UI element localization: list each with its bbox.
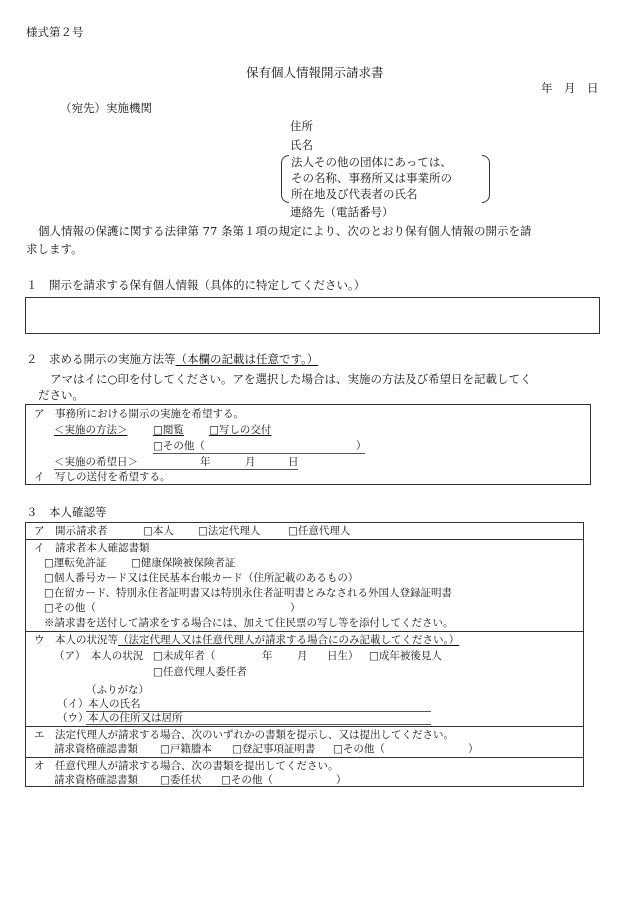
month-label: 月 bbox=[245, 456, 256, 468]
registry-cert-checkbox[interactable]: □登記事項証明書 bbox=[232, 743, 316, 755]
birth-month-label: 月 bbox=[297, 650, 308, 662]
birth-year-label: 年 bbox=[262, 650, 273, 662]
requester-label: ア 開示請求者 bbox=[34, 525, 108, 537]
section2-instruction: ださい。 bbox=[38, 388, 84, 402]
copy-checkbox[interactable]: □写しの交付 bbox=[209, 424, 272, 436]
other-method-checkbox[interactable]: □その他（ bbox=[153, 440, 205, 452]
person-name-label: 本人の氏名 bbox=[88, 698, 141, 710]
close-paren: ） bbox=[290, 602, 301, 614]
person-status-title-note: （法定代理人又は任意代理人が請求する場合にのみ記載してください。） bbox=[118, 634, 460, 646]
section1-heading: １ 開示を請求する保有個人情報（具体的に特定してください。） bbox=[26, 278, 366, 292]
applicant-contact-label: 連絡先（電話番号） bbox=[290, 205, 394, 219]
divider bbox=[25, 631, 584, 632]
date-label: ＜実施の希望日＞ bbox=[54, 456, 138, 468]
legal-agent-docs-text: エ 法定代理人が請求する場合、次のいずれかの書類を提示し、又は提出してください。 bbox=[34, 729, 454, 741]
view-checkbox[interactable]: □閲覧 bbox=[153, 424, 184, 436]
person-address-field[interactable] bbox=[86, 724, 431, 725]
corp-note-line: 所在地及び代表者の氏名 bbox=[291, 187, 418, 201]
applicant-address-label: 住所 bbox=[290, 119, 313, 133]
mynumber-card-checkbox[interactable]: □個人番号カード又は住民基本台帳カード（住所記載のあるもの） bbox=[44, 572, 359, 584]
legal-agent-checkbox[interactable]: □法定代理人 bbox=[198, 525, 261, 537]
divider bbox=[25, 757, 584, 758]
person-status-title-main: ウ 本人の状況等 bbox=[34, 634, 118, 646]
other-voluntary-doc-checkbox[interactable]: □その他（ bbox=[221, 774, 273, 786]
addressee: （宛先）実施機関 bbox=[60, 101, 152, 115]
year-label: 年 bbox=[200, 456, 211, 468]
section2-instruction: アマはイに○印を付してください。アを選択した場合は、実施の方法及び希望日を記載してく bbox=[50, 372, 532, 386]
person-status-title bbox=[34, 635, 459, 646]
divider bbox=[25, 539, 584, 540]
section2-heading bbox=[26, 354, 318, 366]
close-paren: ） bbox=[356, 440, 367, 452]
address-item-label: （ウ） bbox=[57, 712, 89, 724]
section2-heading-optional: （本欄の記載は任意です。） bbox=[175, 352, 319, 366]
delegator-checkbox[interactable]: □任意代理人委任者 bbox=[153, 666, 247, 678]
self-checkbox[interactable]: □本人 bbox=[143, 525, 174, 537]
day-label: 日 bbox=[288, 456, 299, 468]
id-docs-title: イ 請求者本人確認書類 bbox=[34, 542, 150, 554]
corp-note-line: その名称、事務所又は事業所の bbox=[291, 171, 452, 185]
mail-note: ※請求書を送付して請求をする場合には、加えて住民票の写し等を添付してください。 bbox=[44, 617, 454, 629]
date-line: 年 月 日 bbox=[541, 81, 599, 95]
furigana-label: （ふりがな） bbox=[86, 684, 149, 696]
drivers-license-checkbox[interactable]: □運転免許証 bbox=[44, 557, 107, 569]
option-i-text: イ 写しの送付を希望する。 bbox=[34, 471, 171, 483]
left-bracket bbox=[281, 155, 289, 203]
form-number: 様式第２号 bbox=[26, 25, 84, 39]
voluntary-agent-docs-text: オ 任意代理人が請求する場合、次の書類を提出してください。 bbox=[34, 760, 339, 772]
section3-heading: ３ 本人確認等 bbox=[26, 505, 107, 519]
residence-card-checkbox[interactable]: □在留カード、特別永住者証明書又は特別永住者証明書とみなされる外国人登録証明書 bbox=[44, 587, 452, 599]
other-legal-doc-checkbox[interactable]: □その他（ bbox=[333, 743, 385, 755]
corp-note-line: 法人その他の団体にあっては、 bbox=[291, 155, 452, 169]
requested-info-field[interactable] bbox=[25, 297, 600, 334]
status-label: （ア） 本人の状況 bbox=[54, 650, 144, 662]
person-address-label: 本人の住所又は居所 bbox=[88, 712, 183, 724]
intro-line: 求します。 bbox=[26, 242, 83, 256]
name-item-label: （イ） bbox=[57, 698, 89, 710]
option-a-text: ア 事務所における開示の実施を希望する。 bbox=[34, 408, 244, 420]
date-underline bbox=[54, 469, 298, 470]
other-id-checkbox[interactable]: □その他（ bbox=[44, 602, 96, 614]
right-bracket bbox=[482, 155, 490, 203]
page-title: 保有個人情報開示請求書 bbox=[246, 65, 384, 80]
divider bbox=[25, 726, 584, 727]
section2-heading-main: ２ 求める開示の実施方法等 bbox=[26, 352, 176, 366]
voluntary-agent-checkbox[interactable]: □任意代理人 bbox=[288, 525, 351, 537]
intro-line: 個人情報の保護に関する法律第 77 条第１項の規定により、次のとおり保有個人情報の開示を請 bbox=[38, 224, 532, 238]
other-method-underline bbox=[153, 453, 365, 454]
birth-day-label: 日生） bbox=[327, 650, 359, 662]
close-paren: ） bbox=[336, 774, 347, 786]
close-paren: ） bbox=[468, 743, 479, 755]
method-label: ＜実施の方法＞ bbox=[54, 424, 128, 436]
family-register-checkbox[interactable]: □戸籍謄本 bbox=[160, 743, 212, 755]
applicant-name-label: 氏名 bbox=[290, 138, 313, 152]
minor-checkbox[interactable]: □未成年者（ bbox=[153, 650, 216, 662]
power-of-attorney-checkbox[interactable]: □委任状 bbox=[160, 774, 202, 786]
adult-ward-checkbox[interactable]: □成年被後見人 bbox=[369, 650, 442, 662]
qualification-docs-label: 請求資格確認書類 bbox=[54, 774, 138, 786]
qualification-docs-label: 請求資格確認書類 bbox=[54, 743, 138, 755]
health-insurance-checkbox[interactable]: □健康保険被保険者証 bbox=[131, 557, 236, 569]
